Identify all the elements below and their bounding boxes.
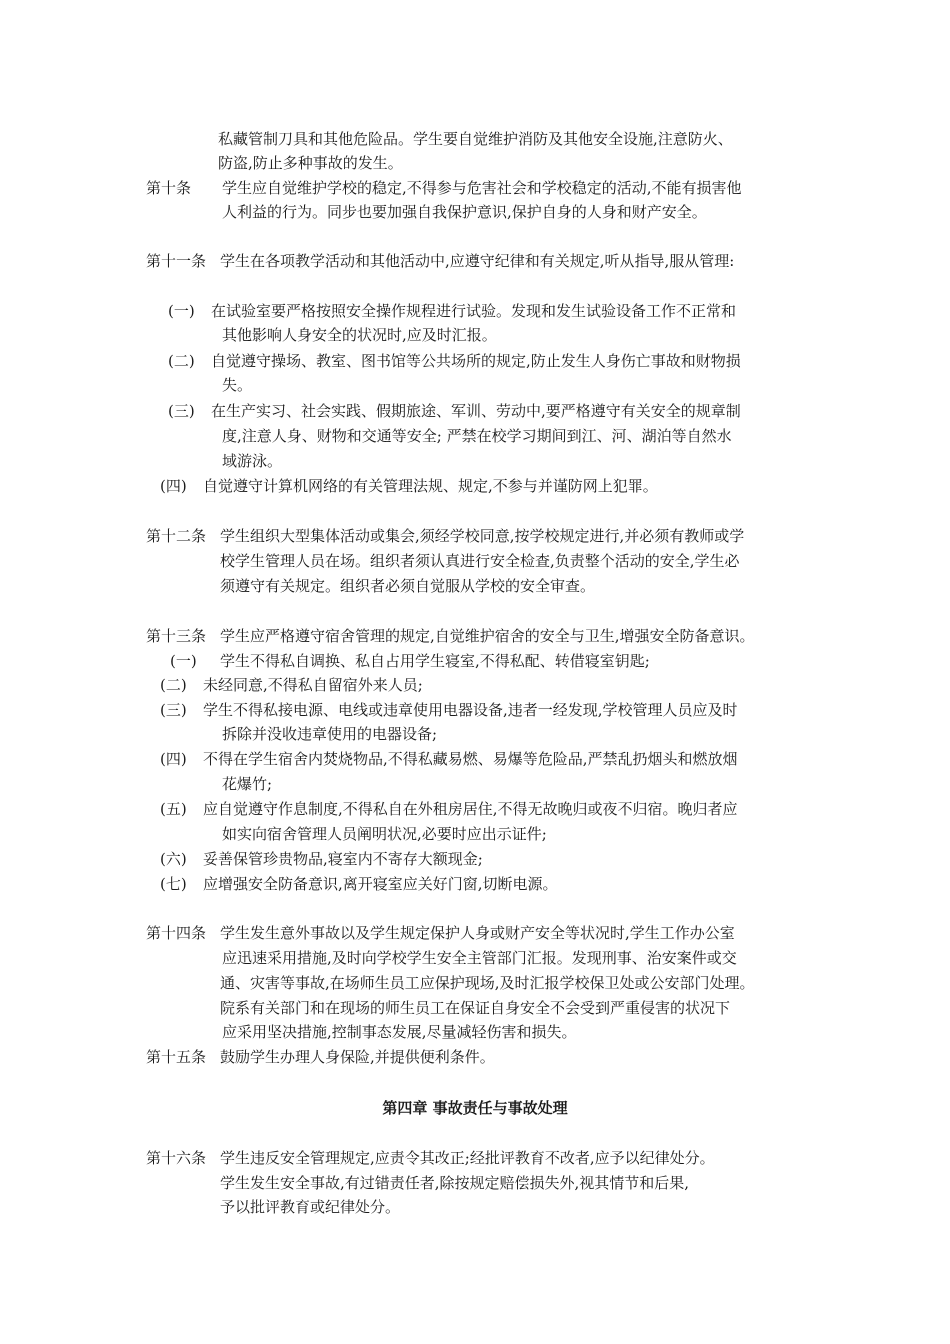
item-number: (七) [160,875,187,893]
text-line: 域游泳。 [222,452,283,470]
item-number: (一) [170,652,197,670]
chapter-heading: 第四章 事故责任与事故处理 [382,1099,568,1117]
text-line: 学生不得私接电源、电线或违章使用电器设备,违者一经发现,学校管理人员应及时 [203,701,738,719]
item-number: (六) [160,850,187,868]
item-number: (一) [168,302,195,320]
text-line: 学生发生安全事故,有过错责任者,除按规定赔偿损失外,视其情节和后果, [220,1174,690,1192]
text-line: 学生发生意外事故以及学生规定保护人身或财产安全等状况时,学生工作办公室 [220,924,735,942]
text-line: 自觉遵守操场、教室、图书馆等公共场所的规定,防止发生人身伤亡事故和财物损 [211,352,741,370]
text-line: 其他影响人身安全的状况时,应及时汇报。 [222,326,497,344]
article-label: 第十二条 [146,527,207,545]
item-number: (四) [160,750,187,768]
item-number: (五) [160,800,187,818]
text-line: 通、灾害等事故,在场师生员工应保护现场,及时汇报学校保卫处或公安部门处理。 [220,974,755,992]
article-label: 第十一条 [146,252,207,270]
text-line: 应自觉遵守作息制度,不得私自在外租房居住,不得无故晚归或夜不归宿。晚归者应 [203,800,738,818]
article-label: 第十四条 [146,924,207,942]
text-line: 学生不得私自调换、私自占用学生寝室,不得私配、转借寝室钥匙; [220,652,650,670]
article-label: 第十五条 [146,1048,207,1066]
text-line: 花爆竹; [222,775,273,793]
article-label: 第十六条 [146,1149,207,1167]
text-line: 学生组织大型集体活动或集会,须经学校同意,按学校规定进行,并必须有教师或学 [220,527,745,545]
text-line: 学生应严格遵守宿舍管理的规定,自觉维护宿舍的安全与卫生,增强安全防备意识。 [220,627,755,645]
text-line: 在试验室要严格按照安全操作规程进行试验。发现和发生试验设备工作不正常和 [211,302,737,320]
text-line: 院系有关部门和在现场的师生员工在保证自身安全不会受到严重侵害的状况下 [220,999,731,1017]
text-line: 度,注意人身、财物和交通等安全; 严禁在校学习期间到江、河、湖泊等自然水 [222,427,732,445]
text-line: 不得在学生宿舍内焚烧物品,不得私藏易燃、易爆等危险品,严禁乱扔烟头和燃放烟 [203,750,738,768]
text-line: 学生违反安全管理规定,应责令其改正;经批评教育不改者,应予以纪律处分。 [220,1149,715,1167]
text-line: 学生在各项教学活动和其他活动中,应遵守纪律和有关规定,听从指导,服从管理: [220,252,735,270]
text-line: 应采用坚决措施,控制事态发展,尽量减轻伤害和损失。 [222,1023,577,1041]
text-line: 失。 [222,376,253,394]
text-line: 如实向宿舍管理人员阐明状况,必要时应出示证件; [222,825,547,843]
text-line: 未经同意,不得私自留宿外来人员; [203,676,423,694]
item-number: (四) [160,477,187,495]
text-line: 应迅速采用措施,及时向学校学生安全主管部门汇报。发现刑事、治安案件或交 [222,949,737,967]
article-label: 第十三条 [146,627,207,645]
text-line: 学生应自觉维护学校的稳定,不得参与危害社会和学校稳定的活动,不能有损害他 [222,179,742,197]
text-line: 拆除并没收违章使用的电器设备; [222,725,438,743]
text-line: 人利益的行为。同步也要加强自我保护意识,保护自身的人身和财产安全。 [222,203,707,221]
text-line: 予以批评教育或纪律处分。 [220,1198,401,1216]
text-line: 防盗,防止多种事故的发生。 [218,154,403,172]
text-line: 应增强安全防备意识,离开寝室应关好门窗,切断电源。 [203,875,558,893]
text-line: 在生产实习、社会实践、假期旅途、军训、劳动中,要严格遵守有关安全的规章制 [211,402,741,420]
item-number: (二) [160,676,187,694]
text-line: 鼓励学生办理人身保险,并提供便利条件。 [220,1048,495,1066]
item-number: (二) [168,352,195,370]
text-line: 校学生管理人员在场。组织者须认真进行安全检查,负责整个活动的安全,学生必 [220,552,740,570]
text-line: 自觉遵守计算机网络的有关管理法规、规定,不参与并谨防网上犯罪。 [203,477,658,495]
article-label: 第十条 [146,179,192,197]
item-number: (三) [160,701,187,719]
item-number: (三) [168,402,195,420]
text-line: 私藏管制刀具和其他危险品。学生要自觉维护消防及其他安全设施,注意防火、 [218,130,733,148]
text-line: 妥善保管珍贵物品,寝室内不寄存大额现金; [203,850,483,868]
text-line: 须遵守有关规定。组织者必须自觉服从学校的安全审查。 [220,577,596,595]
